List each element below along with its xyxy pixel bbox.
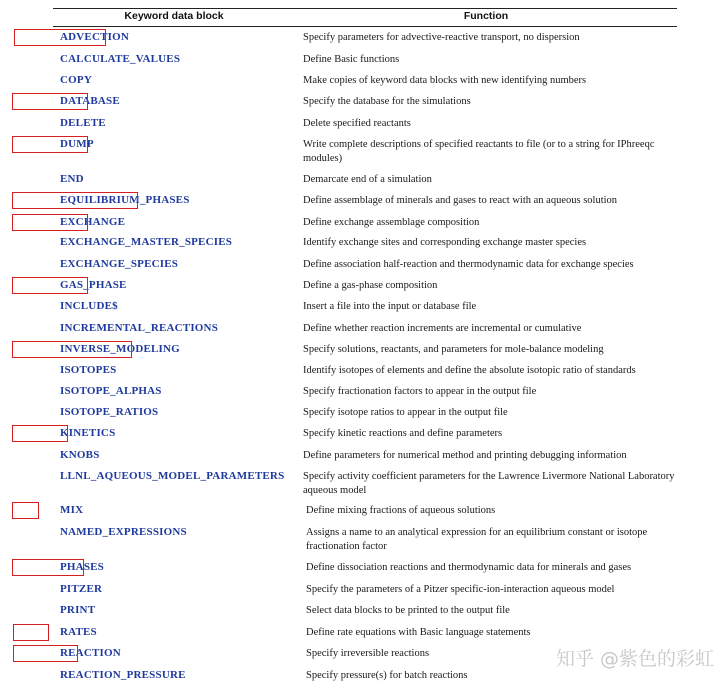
function-cell: Define exchange assemblage composition — [303, 217, 480, 228]
function-column-header: Function — [463, 10, 509, 22]
function-cell: Specify the parameters of a Pitzer specific-ion-interaction aqueous model — [306, 584, 615, 595]
keyword-cell: KNOBS — [60, 449, 100, 461]
keyword-cell: LLNL_AQUEOUS_MODEL_PARAMETERS — [60, 470, 285, 482]
keyword-cell: INVERSE_MODELING — [60, 343, 180, 355]
keyword-cell: PHASES — [60, 561, 104, 573]
function-cell: Define Basic functions — [303, 54, 400, 65]
function-cell: Specify irreversible reactions — [306, 648, 430, 659]
keyword-cell: INCLUDE$ — [60, 300, 118, 312]
keyword-cell: ISOTOPE_RATIOS — [60, 406, 159, 418]
keyword-cell: DUMP — [60, 138, 94, 150]
function-cell: Define association half-reaction and thermodynamic data for exchange species — [303, 259, 634, 270]
function-cell: Delete specified reactants — [303, 118, 411, 129]
keyword-cell: RATES — [60, 626, 97, 638]
keyword-cell: INCREMENTAL_REACTIONS — [60, 322, 219, 334]
keyword-cell: ADVECTION — [60, 31, 130, 43]
function-cell: Select data blocks to be printed to the output file — [306, 605, 510, 616]
red-highlight-box — [12, 559, 84, 576]
function-cell: Make copies of keyword data blocks with new identifying numbers — [303, 75, 587, 86]
keyword-cell: EXCHANGE — [60, 216, 126, 228]
keyword-cell: CALCULATE_VALUES — [60, 53, 181, 65]
function-cell: Specify solutions, reactants, and parameters for mole-balance modeling — [303, 344, 604, 355]
red-highlight-box — [12, 93, 88, 110]
keyword-cell: END — [60, 173, 84, 185]
red-highlight-box — [12, 192, 138, 209]
red-highlight-box — [12, 277, 88, 294]
red-highlight-box — [13, 624, 49, 641]
keyword-cell: NAMED_EXPRESSIONS — [60, 526, 187, 538]
keyword-cell: PRINT — [60, 604, 96, 616]
function-cell: Define rate equations with Basic language statements — [306, 627, 531, 638]
red-highlight-box — [12, 214, 88, 231]
function-cell: Define assemblage of minerals and gases to react with an aqueous solution — [303, 195, 618, 206]
function-cell: Specify pressure(s) for batch reactions — [306, 670, 468, 681]
red-highlight-box — [12, 341, 132, 358]
function-cell: Write complete descriptions of specified reactants to file (or to a string for IPhreeqc modules) — [303, 139, 655, 164]
keyword-cell: DELETE — [60, 117, 106, 129]
function-cell: Specify isotope ratios to appear in the output file — [303, 407, 508, 418]
function-cell: Define mixing fractions of aqueous solutions — [306, 505, 496, 516]
red-highlight-box — [12, 136, 88, 153]
red-highlight-box — [12, 502, 39, 519]
keyword-cell: GAS_PHASE — [60, 279, 127, 291]
function-cell: Demarcate end of a simulation — [303, 174, 432, 185]
function-cell: Specify kinetic reactions and define parameters — [303, 428, 503, 439]
function-cell: Specify activity coefficient parameters for the Lawrence Livermore National Laboratory aqueous model — [303, 471, 675, 496]
keyword-cell: REACTION — [60, 647, 121, 659]
function-cell: Define parameters for numerical method and printing debugging information — [303, 450, 627, 461]
red-highlight-box — [13, 645, 78, 662]
function-cell: Specify parameters for advective-reactive transport, no dispersion — [303, 32, 580, 43]
function-cell: Assigns a name to an analytical expression for an equilibrium constant or isotope fractionation factor — [306, 527, 648, 552]
keyword-cell: EQUILIBRIUM_PHASES — [60, 194, 190, 206]
function-cell: Define dissociation reactions and thermodynamic data for minerals and gases — [306, 562, 632, 573]
keyword-cell: EXCHANGE_SPECIES — [60, 258, 179, 270]
keyword-cell: MIX — [60, 504, 84, 516]
keyword-cell: COPY — [60, 74, 92, 86]
function-cell: Define whether reaction increments are incremental or cumulative — [303, 323, 582, 334]
red-highlight-box — [12, 425, 68, 442]
function-cell: Identify isotopes of elements and define the absolute isotopic ratio of standards — [303, 365, 636, 376]
keyword-cell: ISOTOPES — [60, 364, 117, 376]
zhihu-watermark: 知乎 @紫色的彩虹 — [555, 648, 714, 670]
function-cell: Identify exchange sites and corresponding exchange master species — [303, 237, 587, 248]
keyword-cell: PITZER — [60, 583, 103, 595]
function-cell: Insert a file into the input or database file — [303, 301, 477, 312]
red-highlight-box — [14, 29, 106, 46]
keyword-cell: EXCHANGE_MASTER_SPECIES — [60, 236, 233, 248]
keyword-column-header: Keyword data block — [124, 10, 224, 22]
keyword-cell: ISOTOPE_ALPHAS — [60, 385, 162, 397]
keyword-cell: KINETICS — [60, 427, 116, 439]
keyword-cell: REACTION_PRESSURE — [60, 669, 186, 681]
keyword-cell: DATABASE — [60, 95, 120, 107]
function-cell: Specify fractionation factors to appear in the output file — [303, 386, 537, 397]
function-cell: Define a gas-phase composition — [303, 280, 438, 291]
function-cell: Specify the database for the simulations — [303, 96, 471, 107]
